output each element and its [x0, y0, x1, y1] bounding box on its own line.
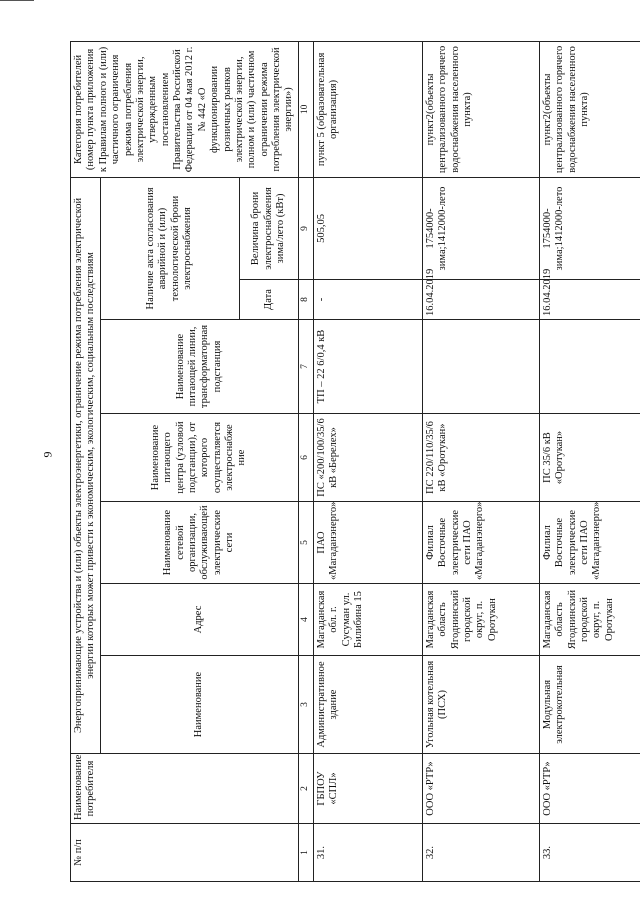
cell-category: пункт2(объекты централизованного горячего водоснабжения населенного пункта) — [422, 41, 539, 177]
cell-reserve: 1754000-зима;1412000-лето — [539, 177, 640, 279]
header-facilities-group: Энергопринимающие устройства и (или) объекты электроэнергетики, ограничение режима потребления электрической энергии которых может привести к экономическим, экологическим, социальным последствиям — [71, 177, 101, 753]
cell-no: 33. — [539, 824, 640, 882]
cell-object: Административное здание — [313, 656, 422, 754]
cell-supply-center: ПС 220/110/35/6 кВ «Оротукан» — [422, 414, 539, 502]
consumers-table — [70, 41, 640, 882]
column-number: 10 — [298, 41, 313, 177]
cell-date: 16.04.2019 — [539, 280, 640, 320]
header-supply-line: Наименование питающей линии, трансформаторная подстанция — [100, 320, 298, 414]
cell-supply-line — [539, 320, 640, 414]
header-reserve-value: Величина брони электроснабжения зима/лето (кВт) — [239, 177, 298, 279]
cell-address: Магаданская область Ягоднинский городской округ, п. Оротукан — [422, 584, 539, 656]
cell-network-org: Филиал Восточные электрические сети ПАО «Магаданэнерго» — [539, 502, 640, 584]
column-number: 6 — [298, 414, 313, 502]
column-number: 5 — [298, 502, 313, 584]
cell-reserve: 505,05 — [313, 177, 422, 279]
cell-date: - — [313, 280, 422, 320]
rotated-table-container — [70, 42, 630, 882]
column-number: 1 — [298, 824, 313, 882]
column-number: 7 — [298, 320, 313, 414]
cell-consumer: ООО «РТР» — [422, 754, 539, 824]
table-row — [539, 41, 640, 881]
header-network-org: Наименование сетевой организации, обслуживающей электрические сети — [100, 502, 298, 584]
cell-network-org: Филиал Восточные электрические сети ПАО «Магаданэнерго» — [422, 502, 539, 584]
header-no: № п/п — [71, 824, 299, 882]
cell-address: Магаданская область Ягоднинский городской округ, п. Оротукан — [539, 584, 640, 656]
cell-network-org: ПАО «Магаданэнерго» — [313, 502, 422, 584]
column-number: 4 — [298, 584, 313, 656]
header-address: Адрес — [100, 584, 298, 656]
table-row — [313, 41, 422, 881]
header-supply-center: Наименование питающего центра (узловой подстанции), от которого осуществляется электроснабже ние — [100, 414, 298, 502]
column-number: 3 — [298, 656, 313, 754]
column-number: 2 — [298, 754, 313, 824]
cell-date: 16.04.2019 — [422, 280, 539, 320]
cell-reserve: 1754000-зима;1412000-лето — [422, 177, 539, 279]
cell-supply-center: ПС 35/6 кВ «Оротукан» — [539, 414, 640, 502]
top-rule — [0, 0, 34, 1]
page-number: 9 — [40, 451, 55, 458]
cell-category: пункт2(объекты централизованного горячего водоснабжения населенного пункта) — [539, 41, 640, 177]
cell-no: 32. — [422, 824, 539, 882]
header-reservation-act: Наличие акта согласования аварийной и (или) технологической брони электроснабжения — [100, 177, 239, 319]
column-number: 9 — [298, 177, 313, 279]
cell-consumer: ГБПОУ «СПЛ» — [313, 754, 422, 824]
table-row — [422, 41, 539, 881]
cell-object: Модульная электрокотельная — [539, 656, 640, 754]
header-consumer-name: Наименование потребителя — [71, 754, 299, 824]
cell-category: пункт 5 (образовательная организация) — [313, 41, 422, 177]
column-number: 8 — [298, 280, 313, 320]
header-date: Дата — [239, 280, 298, 320]
cell-consumer: ООО «РТР» — [539, 754, 640, 824]
cell-supply-center: ПС «200/100/35/6 кВ «Берелех» — [313, 414, 422, 502]
cell-supply-line — [422, 320, 539, 414]
header-category: Категория потребителей (номер пункта приложения к Правилам полного и (или) частичного ограничения режима потребления электрической энергии, утвержденным постановлением Правительства Российской Федерации от 04 мая 2012 г. № 442 «О функционировании розничных рынков электрической энергии, полном и (или) частичном ограничении режима потребления электрической энергии») — [71, 41, 299, 177]
cell-address: Магаданская обл. г. Сусуман ул. Билибина 15 — [313, 584, 422, 656]
cell-supply-line: ТП – 22 6/0,4 кВ — [313, 320, 422, 414]
cell-object: Угольная котельная (ПСХ) — [422, 656, 539, 754]
cell-no: 31. — [313, 824, 422, 882]
header-object-name: Наименование — [100, 656, 298, 754]
